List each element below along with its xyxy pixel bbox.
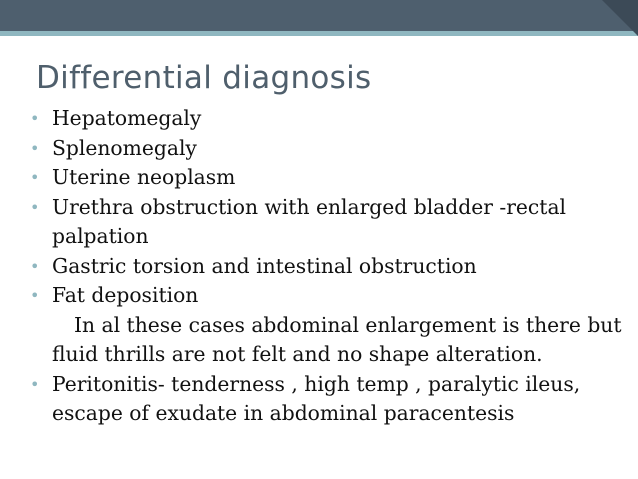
bullet-item-peritonitis (30, 370, 630, 429)
bullet-text: Hepatomegaly (52, 106, 202, 130)
bullet-item-splenomegaly (30, 134, 630, 164)
bullet-text: Urethra obstruction with enlarged bladder -rectal palpation (52, 194, 567, 248)
bullet-text: Peritonitis- tenderness , high temp , paralytic ileus, escape of exudate in abdominal paracentesis (52, 371, 581, 425)
bullet-marker: • (30, 138, 40, 158)
bullet-item-uterine-neoplasm (30, 163, 630, 193)
bullet-item-fat-deposition (30, 281, 630, 311)
bullet-item-urethra-obstruction (30, 193, 630, 252)
bullet-marker: • (30, 168, 40, 187)
bullet-marker: • (30, 374, 40, 394)
note-paragraph (30, 311, 630, 370)
bullet-marker: • (30, 286, 40, 305)
header-accent-line (0, 31, 638, 36)
bullet-text: Gastric torsion and intestinal obstruction (52, 253, 477, 278)
bullet-text: Uterine neoplasm (52, 165, 236, 189)
bullet-text: Fat deposition (52, 283, 199, 307)
bullet-item-gastric-torsion (30, 252, 630, 282)
bullet-marker: • (30, 197, 40, 217)
bullet-marker: • (30, 256, 40, 276)
header-bar (0, 0, 638, 31)
header-corner (602, 0, 638, 36)
bullet-item-hepatomegaly (30, 104, 630, 134)
bullet-text: Splenomegaly (52, 135, 197, 160)
bullet-list (30, 104, 630, 429)
bullet-marker: • (30, 109, 40, 128)
slide-title: Differential diagnosis (36, 60, 372, 96)
note-text: In al these cases abdominal enlargement is there but fluid thrills are not felt and no shape alteration. (52, 312, 622, 366)
